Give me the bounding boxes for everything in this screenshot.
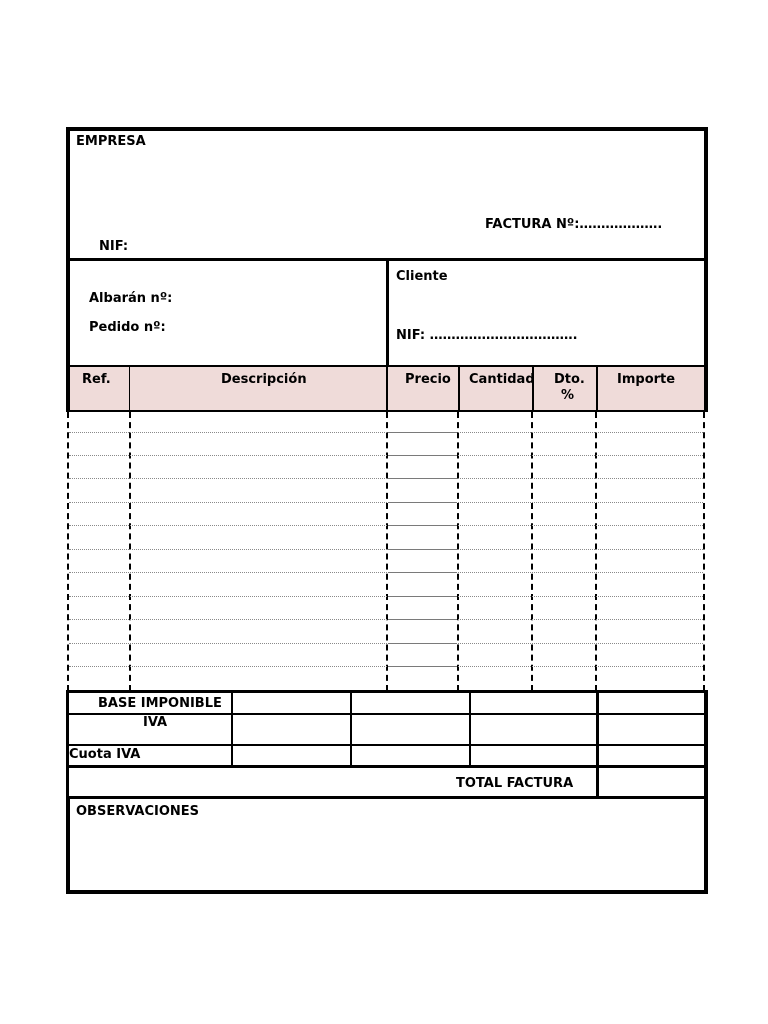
client-nif-label: NIF: ……………………………. [396, 328, 578, 343]
header-left-border [66, 365, 70, 412]
body-col-line-1 [129, 412, 131, 691]
header-divider-3 [458, 365, 460, 412]
table-row [69, 643, 703, 644]
iva-label: IVA [143, 715, 168, 730]
cliente-label: Cliente [396, 269, 448, 284]
totals-divider-3 [469, 690, 471, 767]
precio-cell-line [388, 432, 457, 433]
precio-cell-line [388, 619, 457, 620]
table-row [69, 619, 703, 620]
albaran-label: Albarán nº: [89, 291, 173, 306]
column-header-cantidad: Cantidad [469, 372, 535, 387]
column-header-percent: % [561, 388, 575, 403]
totals-divider-4 [596, 690, 599, 798]
totals-right-border [704, 690, 708, 798]
column-header-importe: Importe [617, 372, 676, 387]
base-imponible-label: BASE IMPONIBLE [98, 696, 222, 711]
body-col-line-2 [386, 412, 388, 691]
precio-cell-line [388, 549, 457, 550]
table-row [69, 666, 703, 667]
table-row [69, 596, 703, 597]
body-col-line-5 [595, 412, 597, 691]
precio-cell-line [388, 478, 457, 479]
table-row [69, 502, 703, 503]
totals-line-3 [66, 744, 708, 746]
column-header-ref: Ref. [82, 372, 111, 387]
body-col-line-0 [67, 412, 69, 691]
company-box [66, 127, 708, 261]
table-row [69, 478, 703, 479]
totals-left-border [66, 690, 69, 798]
company-nif-label: NIF: [99, 239, 129, 254]
table-row [69, 455, 703, 456]
client-divider [386, 259, 389, 367]
header-divider-1 [129, 365, 130, 412]
precio-cell-line [388, 596, 457, 597]
precio-cell-line [388, 525, 457, 526]
table-row [69, 549, 703, 550]
header-divider-5 [596, 365, 598, 412]
observations-label: OBSERVACIONES [76, 804, 200, 819]
precio-cell-line [388, 643, 457, 644]
company-label: EMPRESA [76, 134, 146, 149]
precio-cell-line [388, 455, 457, 456]
totals-divider-2 [350, 690, 352, 767]
totals-line-1 [66, 690, 708, 693]
column-header-descripcion: Descripción [221, 372, 307, 387]
body-col-line-4 [531, 412, 533, 691]
totals-divider-1 [231, 690, 233, 767]
pedido-label: Pedido nº: [89, 320, 166, 335]
totals-line-4 [66, 765, 708, 768]
precio-cell-line [388, 666, 457, 667]
header-right-border [704, 365, 708, 412]
total-factura-label: TOTAL FACTURA [456, 776, 574, 791]
precio-cell-line [388, 572, 457, 573]
column-header-dto: Dto. [554, 372, 585, 387]
column-header-precio: Precio [405, 372, 451, 387]
precio-cell-line [388, 502, 457, 503]
body-col-line-3 [457, 412, 459, 691]
table-row [69, 525, 703, 526]
cuota-iva-label: Cuota IVA [69, 747, 141, 762]
body-col-line-6 [703, 412, 705, 691]
table-row [69, 572, 703, 573]
table-row [69, 432, 703, 433]
invoice-number-label: FACTURA Nº:………………. [485, 217, 663, 232]
header-divider-2 [386, 365, 388, 412]
